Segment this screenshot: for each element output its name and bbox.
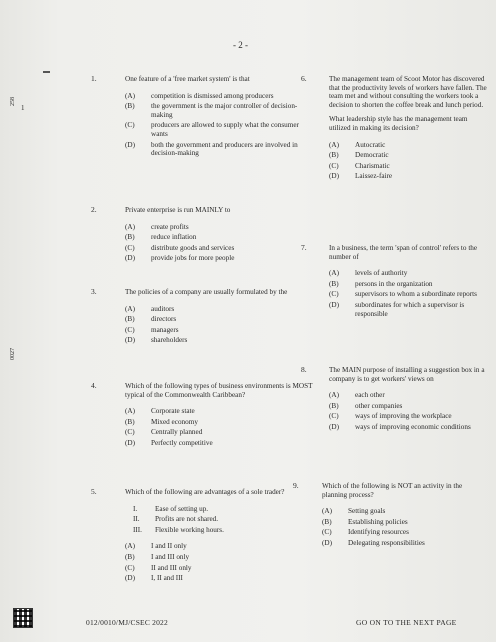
option-d[interactable]: (D) Laissez-faire	[329, 172, 393, 181]
next-page-notice: GO ON TO THE NEXT PAGE	[356, 618, 457, 627]
option-c[interactable]: (C) distribute goods and services	[125, 243, 235, 252]
margin-mark: 1	[21, 104, 25, 112]
option-c[interactable]: (C) managers	[125, 325, 179, 334]
question-6	[301, 74, 489, 183]
option-c[interactable]: (C) Centrally planned	[125, 428, 203, 437]
question-9	[293, 481, 489, 550]
option-c[interactable]: (C) II and III only	[125, 563, 192, 572]
question-stem: The management team of Scoot Motor has discovered that the productivity levels of workers have fallen. The team met and without consulting the workers took a decision to shorten the coffee break and lunch period.	[329, 75, 487, 109]
question-3	[91, 287, 315, 347]
statement-item: I. Ease of setting up.	[133, 504, 209, 513]
option-c[interactable]: (C) producers are allowed to supply what the consumer wants	[125, 121, 299, 138]
margin-code-top: 258	[10, 97, 16, 106]
option-b[interactable]: (B) Establishing policies	[322, 517, 408, 526]
option-b[interactable]: (B) Mixed economy	[125, 417, 198, 426]
question-stem-2: What leadership style has the management team utilized in making its decision?	[329, 115, 468, 132]
question-stem: Private enterprise is run MAINLY to	[125, 206, 231, 214]
option-a[interactable]: (A) competition is dismissed among producers	[125, 91, 274, 100]
option-d[interactable]: (D) Perfectly competitive	[125, 438, 213, 447]
option-c[interactable]: (C) ways of improving the workplace	[329, 412, 452, 421]
option-b[interactable]: (B) Democratic	[329, 151, 389, 160]
margin-code-bottom: 0027	[10, 348, 16, 360]
question-8	[301, 365, 489, 434]
option-b[interactable]: (B) persons in the organization	[329, 279, 433, 288]
question-stem: Which of the following types of business environments is MOST typical of the Commonwealth Caribbean?	[125, 382, 313, 399]
option-b[interactable]: (B) I and III only	[125, 552, 190, 561]
option-d[interactable]: (D) ways of improving economic conditions	[329, 422, 471, 431]
option-a[interactable]: (A) levels of authority	[329, 269, 408, 278]
paper-code: 012/0010/MJ/CSEC 2022	[86, 618, 168, 627]
option-b[interactable]: (B) other companies	[329, 401, 403, 410]
option-b[interactable]: (B) reduce inflation	[125, 233, 197, 242]
option-a[interactable]: (A) I and II only	[125, 542, 187, 551]
question-number: 5.	[91, 487, 97, 496]
option-c[interactable]: (C) Charismatic	[329, 161, 390, 170]
statement-item: III. Flexible working hours.	[133, 525, 224, 534]
question-stem: The MAIN purpose of installing a suggestion box in a company is to get workers' views on	[329, 366, 485, 383]
question-number: 9.	[293, 481, 299, 490]
question-number: 4.	[91, 381, 97, 390]
option-d[interactable]: (D) shareholders	[125, 336, 188, 345]
option-d[interactable]: (D) subordinates for which a supervisor is responsible	[329, 300, 465, 318]
question-number: 3.	[91, 287, 97, 296]
option-a[interactable]: (A) Corporate state	[125, 407, 195, 416]
option-a[interactable]: (A) auditors	[125, 304, 175, 313]
question-stem: Which of the following are advantages of a sole trader?	[125, 488, 285, 496]
question-7	[301, 243, 489, 320]
question-number: 8.	[301, 365, 307, 374]
question-number: 1.	[91, 74, 97, 83]
option-b[interactable]: (B) the government is the major controller of decision-making	[125, 102, 298, 119]
question-stem: Which of the following is NOT an activity in the planning process?	[322, 482, 463, 499]
option-d[interactable]: (D) both the government and producers are involved in decision-making	[125, 140, 298, 158]
question-stem: In a business, the term 'span of control' refers to the number of	[329, 244, 478, 261]
option-b[interactable]: (B) directors	[125, 315, 177, 324]
option-a[interactable]: (A) Setting goals	[322, 507, 386, 516]
option-c[interactable]: (C) supervisors to whom a subordinate reports	[329, 290, 477, 299]
option-a[interactable]: (A) each other	[329, 391, 385, 400]
option-d[interactable]: (D) provide jobs for more people	[125, 254, 235, 263]
question-number: 6.	[301, 74, 307, 83]
question-2	[91, 205, 315, 265]
question-stem: The policies of a company are usually formulated by the	[125, 288, 288, 296]
question-number: 2.	[91, 205, 97, 214]
question-number: 7.	[301, 243, 307, 252]
question-5	[91, 487, 315, 585]
option-a[interactable]: (A) create profits	[125, 222, 189, 231]
statement-item: II. Profits are not shared.	[133, 515, 219, 524]
question-1	[91, 74, 315, 160]
margin-dash	[43, 71, 50, 73]
page-number: - 2 -	[233, 40, 248, 50]
question-4	[91, 381, 315, 450]
option-d[interactable]: (D) Delegating responsibilities	[322, 538, 425, 547]
option-a[interactable]: (A) Autocratic	[329, 140, 386, 149]
question-stem: One feature of a 'free market system' is that	[125, 75, 250, 83]
qr-code-icon	[13, 608, 33, 628]
option-d[interactable]: (D) I, II and III	[125, 574, 183, 583]
option-c[interactable]: (C) Identifying resources	[322, 528, 409, 537]
